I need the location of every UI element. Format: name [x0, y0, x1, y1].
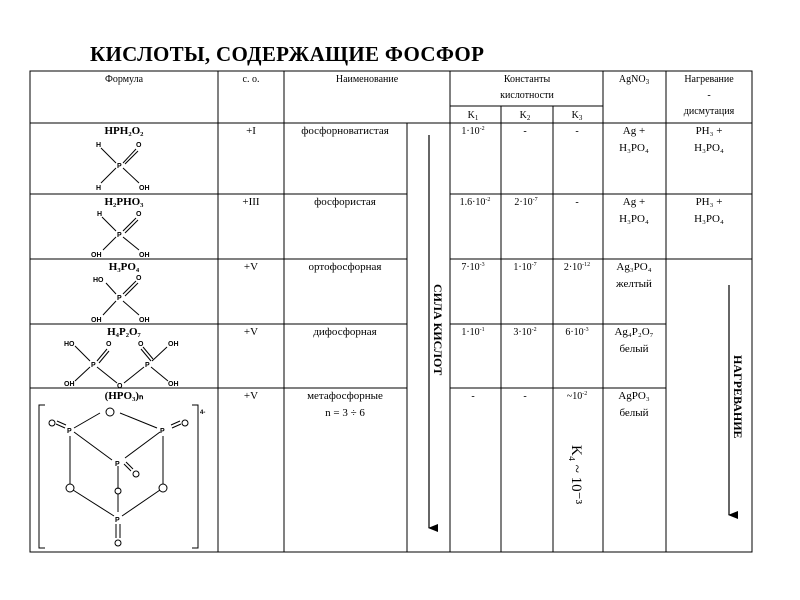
structure-atom: O — [136, 211, 142, 218]
header-constants-line1: Константы — [503, 74, 551, 85]
table-row — [64, 326, 654, 390]
structure-atom: H — [96, 142, 102, 149]
structure-atom: HO — [93, 277, 104, 284]
structure-atom: P — [67, 428, 72, 435]
oxidation-cell: +I — [246, 125, 256, 137]
header-k3: $K_3$ — [571, 110, 583, 122]
agno3-cell-line1: Ag₄P₂O₇ — [614, 326, 654, 338]
k3-cell: - — [575, 126, 579, 137]
structure-atom: OH — [168, 381, 179, 388]
charge-label: 4- — [200, 410, 206, 416]
table-header — [105, 74, 735, 122]
structure-atom: OH — [91, 317, 102, 324]
structure-atom: P — [117, 232, 122, 239]
structure-atom: O — [138, 341, 144, 348]
structure-atom: P — [160, 428, 165, 435]
header-agno3: AgNO$_3$ — [618, 74, 650, 86]
k4-note: K₄ ~ 10⁻³ — [568, 445, 584, 505]
structure-atom: OH — [64, 381, 75, 388]
header-heating-line1: Нагревание — [684, 74, 734, 85]
heating-cell-line1: PH₃ + — [695, 125, 723, 137]
metaphosphate-structure — [39, 405, 198, 548]
heating-cell-line2: H₃PO₄ — [694, 142, 724, 154]
structure-atom: OH — [139, 317, 150, 324]
oxidation-cell: +V — [243, 390, 259, 402]
structure-atom: P — [115, 517, 120, 524]
structure-atom: O — [117, 383, 123, 390]
header-constants-line2: кислотности — [500, 90, 554, 101]
oxidation-cell: +V — [243, 326, 259, 338]
structure-atom: H — [96, 185, 102, 192]
agno3-cell-line2: H₃PO₄ — [619, 213, 649, 225]
structure-atom: OH — [139, 185, 150, 192]
name-cell-line1: метафосфорные — [307, 390, 383, 402]
table-row — [39, 390, 650, 548]
agno3-cell-line1: Ag + — [622, 125, 646, 137]
header-heating-line3: дисмутация — [683, 106, 735, 117]
formula-cell: (HPO₃)ₙ — [104, 390, 144, 402]
header-heating-line2: - — [707, 90, 711, 101]
k1-cell: - — [471, 391, 475, 402]
formula-cell: H₄P₂O₇ — [107, 326, 141, 338]
structure-atom: P — [115, 461, 120, 468]
header-k1: $K_1$ — [467, 110, 479, 122]
formula-cell: HPH₂O₂ — [104, 125, 144, 137]
agno3-cell-line2: белый — [619, 407, 649, 419]
oxidation-cell: +V — [243, 261, 259, 273]
agno3-cell-line2: H₃PO₄ — [619, 142, 649, 154]
k2-cell: $3\cdot 10^{-2}$ — [513, 327, 537, 338]
table-row — [91, 261, 652, 324]
k1-cell: $1.6\cdot 10^{-2}$ — [459, 197, 491, 208]
name-cell: ортофосфорная — [308, 261, 382, 273]
name-cell: фосфористая — [314, 196, 376, 208]
k1-cell: $7\cdot 10^{-3}$ — [461, 262, 485, 273]
agno3-cell-line2: желтый — [616, 278, 652, 290]
structure-atom: O — [136, 142, 142, 149]
table-row — [96, 125, 724, 192]
header-name: Наименование — [335, 74, 399, 85]
k2-cell: - — [523, 391, 527, 402]
header-oxidation: с. о. — [242, 74, 260, 85]
heating-arrow — [729, 285, 745, 515]
agno3-cell-line1: AgPO₃ — [618, 390, 650, 402]
structure-atom: P — [117, 163, 122, 170]
diphosphoric-structure — [75, 346, 168, 383]
structure-atom: H — [97, 211, 103, 218]
heating-cell-line2: H₃PO₄ — [694, 213, 724, 225]
name-cell: фосфорноватистая — [301, 125, 389, 137]
k3-cell: $\sim 10^{-2}$ — [566, 391, 588, 402]
k2-cell: $1\cdot 10^{-7}$ — [513, 262, 537, 273]
structure-atom: P — [117, 295, 122, 302]
name-cell-line2: n = 3 ÷ 6 — [325, 407, 365, 419]
header-formula: Формула — [104, 74, 144, 85]
oxidation-cell: +III — [242, 196, 260, 208]
agno3-cell-line1: Ag₃PO₄ — [616, 261, 652, 273]
structure-atom: OH — [168, 341, 179, 348]
k3-cell: $2\cdot 10^{-12}$ — [563, 262, 591, 273]
acid-strength-label: СИЛА КИСЛОТ — [431, 284, 445, 376]
name-cell: дифосфорная — [313, 326, 377, 338]
k2-cell: $2\cdot 10^{-7}$ — [514, 197, 538, 208]
k2-cell: - — [523, 126, 527, 137]
structure-atom: P — [145, 362, 150, 369]
acid-strength-arrow — [429, 135, 445, 528]
structure-atom: O — [136, 275, 142, 282]
page-title: КИСЛОТЫ, СОДЕРЖАЩИЕ ФОСФОР — [90, 42, 485, 66]
agno3-cell-line1: Ag + — [622, 196, 646, 208]
header-k2: $K_2$ — [519, 110, 531, 122]
k1-cell: $1\cdot 10^{-1}$ — [461, 327, 485, 338]
heating-cell-line1: PH₃ + — [695, 196, 723, 208]
structure-atom: OH — [91, 252, 102, 259]
structure-atom: OH — [139, 252, 150, 259]
structure-atom: HO — [64, 341, 75, 348]
structure-atom: O — [106, 341, 112, 348]
k3-cell: $6\cdot 10^{-3}$ — [565, 327, 589, 338]
k3-cell: - — [575, 197, 579, 208]
formula-cell: H₂PHO₃ — [104, 196, 144, 208]
heating-label: НАГРЕВАНИЕ — [731, 355, 745, 439]
k1-cell: $1\cdot 10^{-2}$ — [461, 126, 485, 137]
formula-cell: H₃PO₄ — [108, 261, 140, 273]
structure-atom: P — [91, 362, 96, 369]
agno3-cell-line2: белый — [619, 343, 649, 355]
